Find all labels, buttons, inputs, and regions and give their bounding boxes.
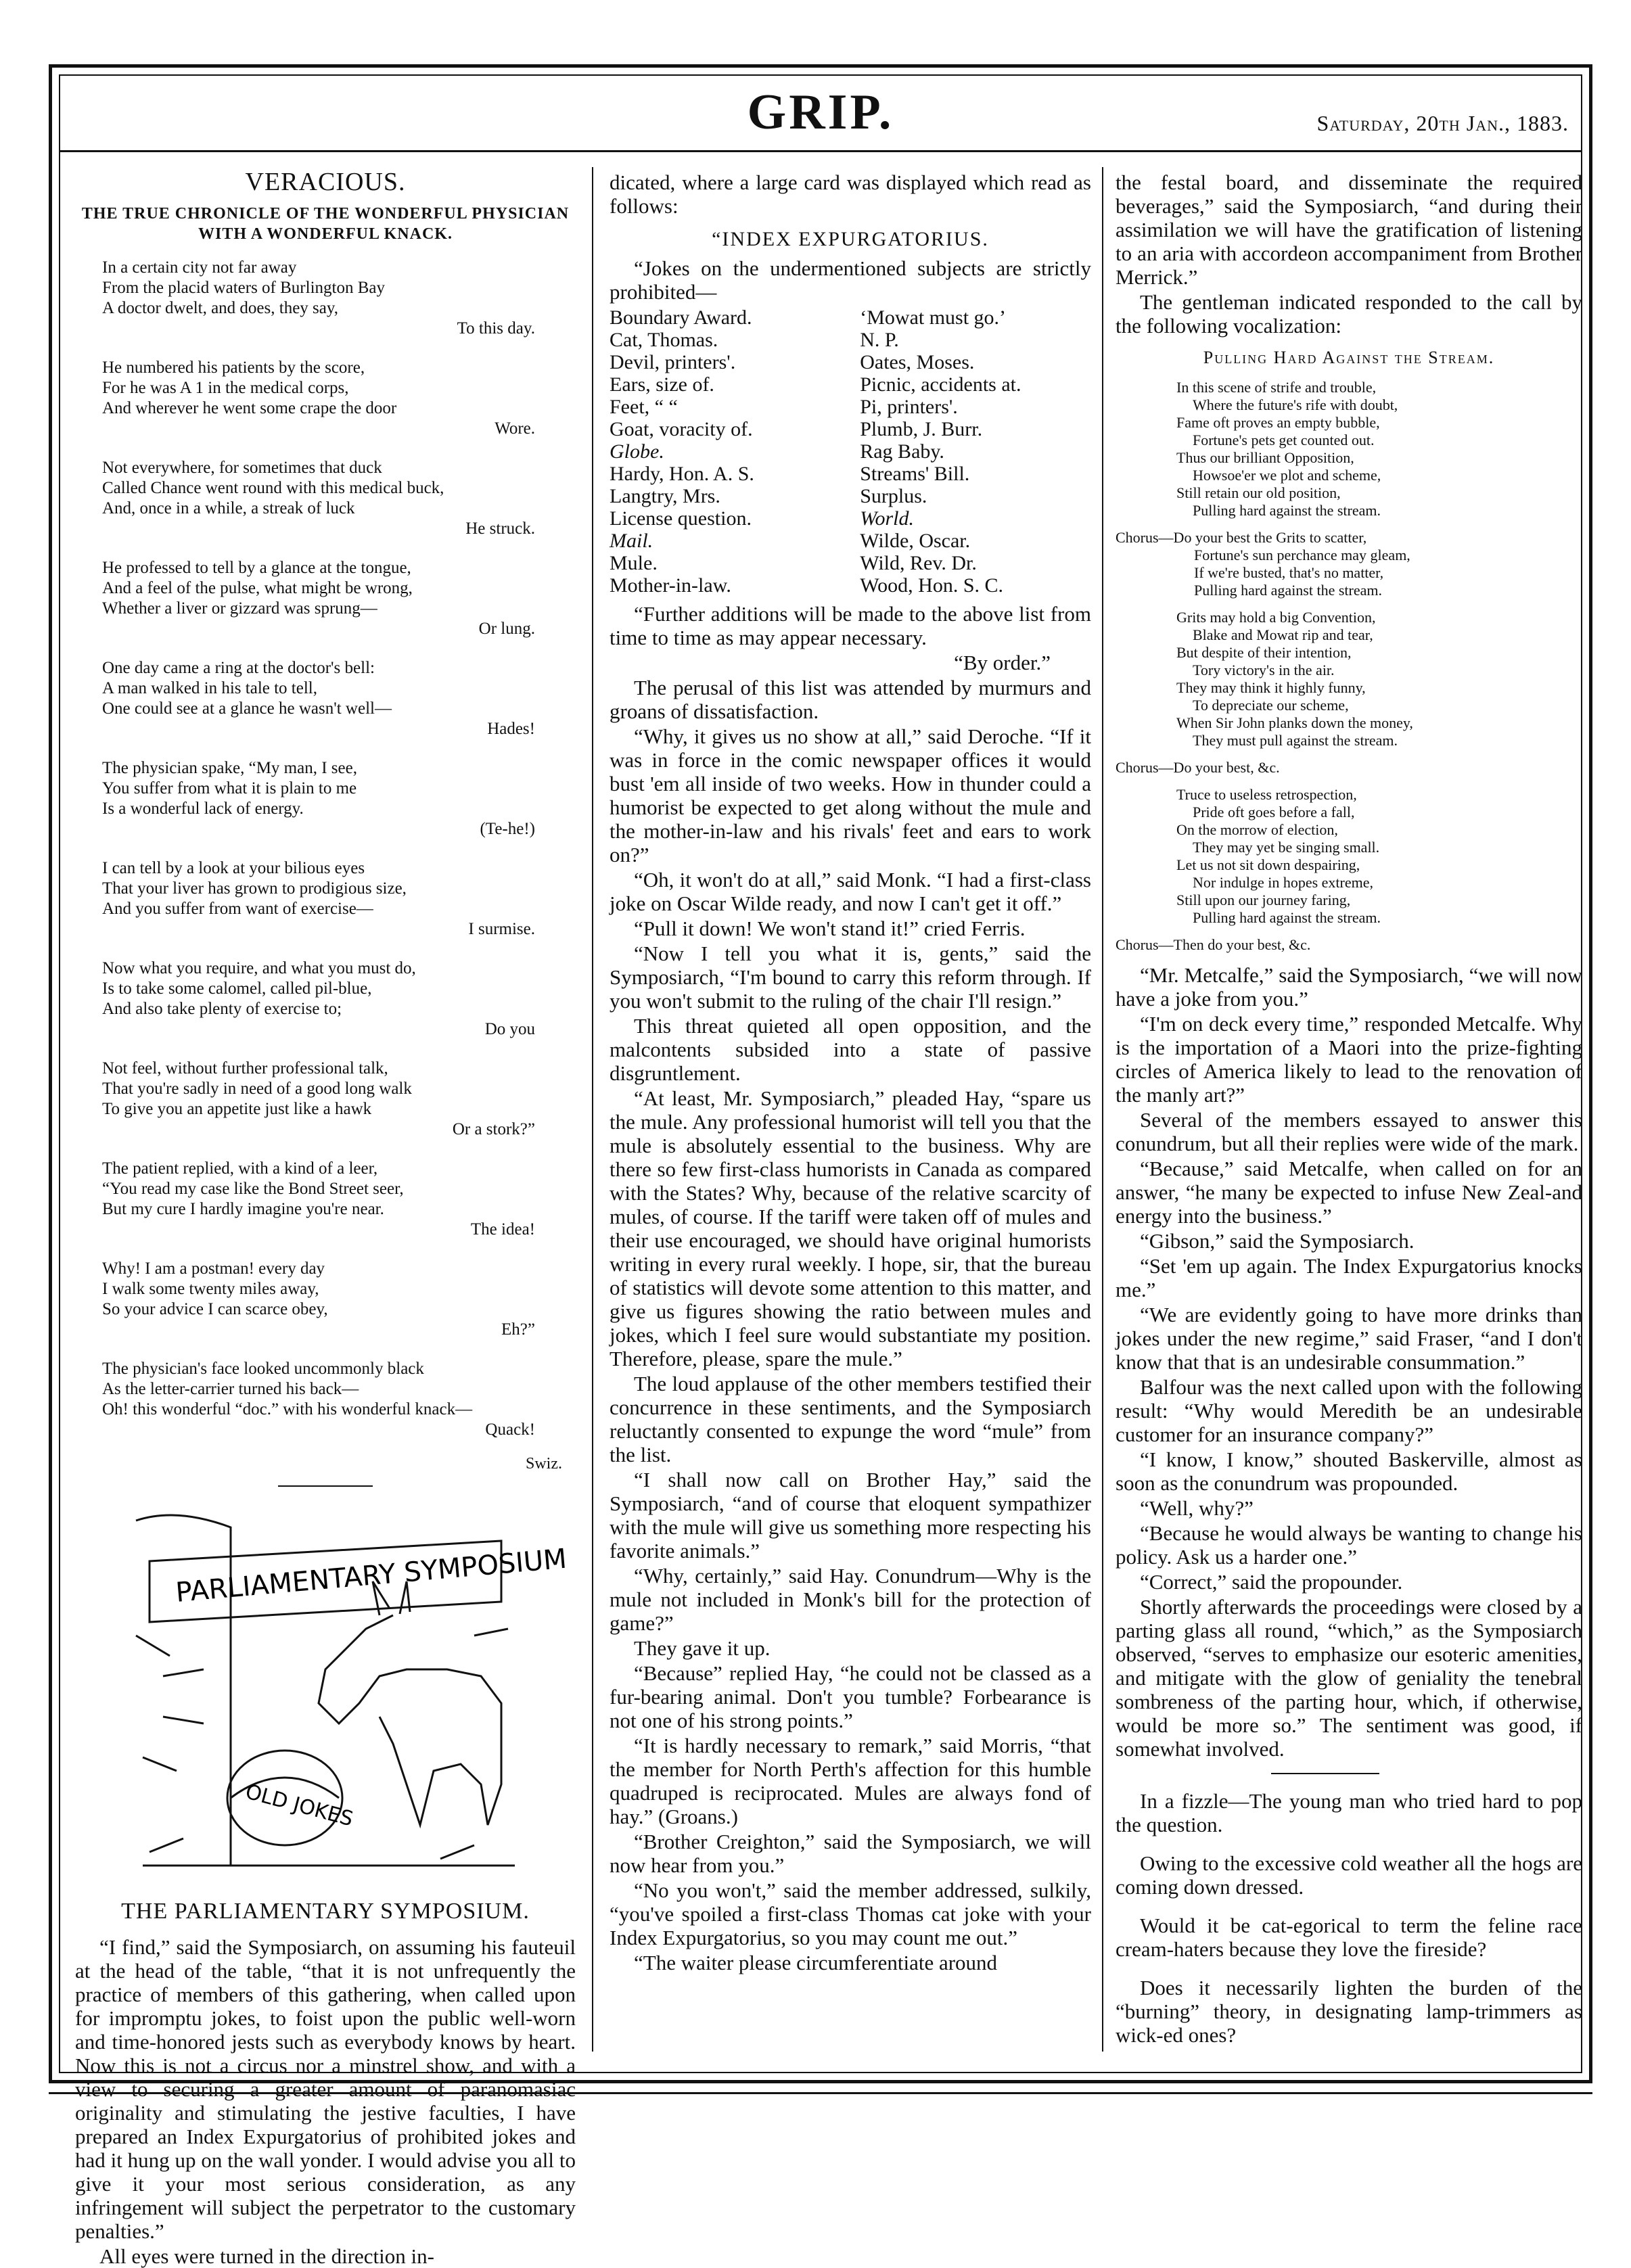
column-2-paragraph: The loud applause of the other members testified their concurrence in these sentiments, and the Symposiarch reluctantly consented to expunge the word “mule” from the list. [610, 1372, 1091, 1466]
poem-line: I walk some twenty miles away, [102, 1280, 319, 1298]
song-chorus-1 [1116, 529, 1582, 599]
column-3-paragraphs-a [1116, 170, 1582, 338]
filler-paragraph: Would it be cat-egorical to term the feline race cream-haters because they love the fireside? [1116, 1914, 1582, 1961]
poem-stanza [102, 958, 576, 1040]
section-divider [278, 1485, 373, 1487]
poem-line: Called Chance went round with this medical buck, [102, 479, 444, 497]
column-3-paragraph: “Mr. Metcalfe,” said the Symposiarch, “we will now have a joke from you.” [1116, 963, 1582, 1011]
poem-line: That you're sadly in need of a good long walk [102, 1080, 412, 1098]
column-3 [1116, 170, 1582, 2058]
column-3-paragraphs-b [1116, 963, 1582, 1761]
song-chorus-2 [1116, 759, 1582, 777]
poem-line: I surmise. [468, 920, 535, 938]
poem-line: (Te-he!) [480, 820, 535, 838]
column-3-paragraph: Balfour was the next called upon with the following result: “Why would Meredith be an undesirable customer for an insurance company?” [1116, 1375, 1582, 1446]
index-entry: Surplus. [860, 485, 927, 507]
index-entry: Wilde, Oscar. [860, 530, 971, 552]
column-3-paragraph: “Because,” said Metcalfe, when called on for an answer, “he many be expected to infuse New Zeal-and energy into the business.” [1116, 1157, 1582, 1228]
column-3-paragraph: Shortly afterwards the proceedings were closed by a parting glass all round, “which,” as the Symposiarch observed, “serves to emphasize our esoteric amenities, and mitigate with the glow of geniality the tenebral sombreness of the parting hour, which, if otherwise, would be more so.” The sentiment was good, if somewhat involved. [1116, 1595, 1582, 1761]
column-3-paragraph: Several of the members essayed to answer this conundrum, but all their replies were wide of the mark. [1116, 1108, 1582, 1155]
by-order: “By order.” [954, 651, 1051, 674]
index-entry: World. [860, 507, 914, 530]
column-rule-1 [592, 167, 593, 2052]
poem-line: The patient replied, with a kind of a leer, [102, 1159, 378, 1178]
song-verse-3 [1176, 786, 1582, 927]
column-3-paragraphs-c [1116, 1789, 1582, 2047]
poem-line: Is a wonderful lack of energy. [102, 800, 304, 818]
poem-line: And wherever he went some crape the door [102, 399, 397, 417]
column-2-paragraph: “Why, certainly,” said Hay. Conundrum—Why is the mule not included in Monk's bill for the protection of game?” [610, 1564, 1091, 1635]
index-entry: ‘Mowat must go.’ [860, 306, 1007, 329]
song-line: Nor indulge in hopes extreme, [1193, 874, 1373, 891]
song-line: Where the future's rife with doubt, [1193, 396, 1398, 413]
song-verse-2 [1176, 609, 1582, 749]
index-row [610, 329, 1091, 351]
column-2-paragraph: “Now I tell you what it is, gents,” said the Symposiarch, “I'm bound to carry this reform through. If you won't submit to the ruling of the chair I'll resign.” [610, 942, 1091, 1013]
song-line: Still upon our journey faring, [1176, 892, 1351, 908]
column-3-paragraph: “Set 'em up again. The Index Expurgatorius knocks me.” [1116, 1254, 1582, 1301]
index-row [610, 552, 1091, 574]
poem-line: Oh! this wonderful “doc.” with his wonderful knack— [102, 1400, 473, 1418]
poem-title: VERACIOUS. [245, 168, 406, 196]
page-inner-frame [59, 74, 1582, 2268]
song-line: Pulling hard against the stream. [1193, 909, 1381, 926]
masthead-title: GRIP. [747, 85, 894, 140]
song-line: Still retain our old position, [1176, 484, 1341, 501]
column-3-paragraph: “I know, I know,” shouted Baskerville, almost as soon as the conundrum was propounded. [1116, 1448, 1582, 1495]
poem-stanza [102, 558, 576, 639]
index-entry: Mule. [610, 552, 658, 574]
chorus-line: Fortune's sun perchance may gleam, [1194, 547, 1410, 563]
index-row [610, 396, 1091, 418]
index-entry: Hardy, Hon. A. S. [610, 463, 754, 485]
column-2-paragraph: “It is hardly necessary to remark,” said Morris, “that the member for North Perth's affection for this humble quadruped is reciprocated. Mules are always fond of hay.” (Groans.) [610, 1734, 1091, 1828]
index-entry: Devil, printers'. [610, 351, 736, 373]
chorus-line: If we're busted, that's no matter, [1194, 564, 1384, 581]
song-line: Let us not sit down despairing, [1176, 856, 1360, 873]
index-entry: Pi, printers'. [860, 396, 958, 418]
column-2-paragraph: “Brother Creighton,” said the Symposiarch, we will now hear from you.” [610, 1830, 1091, 1877]
index-row [610, 373, 1091, 396]
symposium-title: THE PARLIAMENTARY SYMPOSIUM. [121, 1899, 530, 1924]
poem-line: And a feel of the pulse, what might be wrong, [102, 579, 413, 597]
poem-line: In a certain city not far away [102, 258, 297, 277]
poem-line: Hades! [487, 720, 535, 738]
index-row [610, 418, 1091, 440]
page-frame [49, 64, 1592, 2268]
poem-line: Quack! [485, 1420, 535, 1439]
column-2-paragraphs [610, 676, 1091, 1974]
poem-subtitle: THE TRUE CHRONICLE OF THE WONDERFUL PHYSICIAN WITH A WONDERFUL KNACK. [81, 205, 570, 243]
index-entry: License question. [610, 507, 752, 530]
index-entry: Picnic, accidents at. [860, 373, 1021, 396]
column-1 [75, 168, 576, 2268]
poem-line: To give you an appetite just like a hawk [102, 1100, 372, 1118]
song-line: Fame oft proves an empty bubble, [1176, 414, 1380, 431]
poem-stanza [102, 658, 576, 739]
index-entry: Globe. [610, 440, 664, 463]
symposium-paragraph: All eyes were turned in the direction in- [99, 2244, 434, 2268]
column-2-paragraph: They gave it up. [634, 1636, 771, 1660]
column-2-paragraph: “At least, Mr. Symposiarch,” pleaded Hay, “spare us the mule. Any professional humorist will tell you that the mule is absolutely essential to the business. Why are there so few first-class humorists in Canada as compared with the States? Why, because of the relative scarcity of mules, of course. If the tariff were taken off of mules and their use encouraged, we should have original humorists writing in every rural weekly. I hope, sir, that the bureau of statistics will devote some attention to this matter, and give us figures showing the ratio between mules and jokes, which I feel sure would substantiate my position. Therefore, please, spare the mule.” [610, 1086, 1091, 1370]
cartoon-jar-text: OLD JOKES [243, 1780, 356, 1832]
song-line: Howsoe'er we plot and scheme, [1193, 467, 1381, 484]
poem-line: And also take plenty of exercise to; [102, 1000, 342, 1018]
song-line: But despite of their intention, [1176, 644, 1352, 661]
song-chorus-3 [1116, 936, 1582, 954]
section-divider [1271, 1773, 1379, 1774]
poem-line: Not everywhere, for sometimes that duck [102, 459, 382, 477]
song-line: On the morrow of election, [1176, 821, 1338, 838]
index-entry: Mail. [610, 530, 653, 552]
poem-line: Whether a liver or gizzard was sprung— [102, 599, 377, 618]
index-entry: Wild, Rev. Dr. [860, 552, 977, 574]
song-line: Grits may hold a big Convention, [1176, 609, 1376, 626]
poem-line: Eh?” [501, 1320, 535, 1339]
index-row [610, 485, 1091, 507]
poem-stanza [102, 258, 576, 339]
song-line: Tory victory's in the air. [1193, 662, 1335, 678]
filler-paragraph: In a fizzle—The young man who tried hard to pop the question. [1116, 1789, 1582, 1836]
poem-line: He professed to tell by a glance at the tongue, [102, 559, 411, 577]
column-2-paragraph: “Further additions will be made to the above list from time to time as may appear necessary. [610, 602, 1091, 649]
column-2-paragraph: “I shall now call on Brother Hay,” said the Symposiarch, “and of course that eloquent sympathizer with the mule will give us something more respecting his favorite animals.” [610, 1468, 1091, 1563]
song-line: They may yet be singing small. [1193, 839, 1380, 856]
poem-line: As the letter-carrier turned his back— [102, 1380, 359, 1398]
song-line: Thus our brilliant Opposition, [1176, 449, 1354, 466]
song-line: They must pull against the stream. [1193, 732, 1398, 749]
poem-line: The idea! [470, 1220, 535, 1239]
masthead-date: Saturday, 20th Jan., 1883. [1316, 111, 1569, 135]
song-line: They may think it highly funny, [1176, 679, 1366, 696]
column-3-paragraph: “We are evidently going to have more drinks than jokes under the new regime,” said Fraser, “and I don't know that that is an undesirable consummation.” [1116, 1303, 1582, 1374]
poem-line: For he was A 1 in the medical corps, [102, 379, 349, 397]
poem-line: Wore. [495, 419, 535, 438]
poem-line: Not feel, without further professional talk, [102, 1059, 388, 1078]
poem-signature: Swiz. [526, 1455, 562, 1473]
song-line: In this scene of strife and trouble, [1176, 379, 1377, 396]
poem-line: “You read my case like the Bond Street seer, [102, 1180, 404, 1198]
symposium-paragraph: “I find,” said the Symposiarch, on assuming his fauteuil at the head of the table, “that it is not unfrequently the practice of members of this gathering, when called upon for impromptu jokes, to foist upon the public well-worn and time-honored jests such as everybody knows by heart. Now this is not a circus nor a minstrel show, and with a view to securing a greater amount of paranomasiac originality and stimulating the jestive faculties, I have prepared an Index Expurgatorius of prohibited jokes and had it hung up on the wall yonder. I would advise you all to give it your most serious consideration, as any infringement will subject the perpetrator to the customary penalties.” [75, 1935, 576, 2243]
column-2-paragraph: “Because” replied Hay, “he could not be classed as a fur-bearing animal. Don't you tumble? Forbearance is not one of his strong points.” [610, 1661, 1091, 1732]
song-line: Blake and Mowat rip and tear, [1193, 626, 1373, 643]
column-2-paragraph: The perusal of this list was attended by murmurs and groans of dissatisfaction. [610, 676, 1091, 723]
poem-line: And you suffer from want of exercise— [102, 900, 373, 918]
index-entry: Goat, voracity of. [610, 418, 753, 440]
poem-line: From the placid waters of Burlington Bay [102, 279, 385, 297]
index-entry: Wood, Hon. S. C. [860, 574, 1004, 597]
column-2-intro: dicated, where a large card was displayed which read as follows: [610, 170, 1091, 218]
poem-stanzas [75, 258, 576, 1440]
song-line: Pride oft goes before a fall, [1193, 804, 1355, 820]
poem-stanza [102, 758, 576, 839]
column-3-paragraph: The gentleman indicated responded to the call by the following vocalization: [1116, 290, 1582, 338]
poem-line: Why! I am a postman! every day [102, 1259, 325, 1278]
column-2-paragraph: “Oh, it won't do at all,” said Monk. “I had a first-class joke on Oscar Wilde ready, and now I can't get it off.” [610, 868, 1091, 915]
poem-line: The physician's face looked uncommonly black [102, 1360, 424, 1378]
poem-line: Or lung. [478, 620, 535, 638]
index-row [610, 440, 1091, 463]
index-row [610, 351, 1091, 373]
poem-stanza [102, 858, 576, 940]
song-line: Truce to useless retrospection, [1176, 786, 1357, 803]
poem-line: To this day. [457, 319, 535, 338]
index-entry: Oates, Moses. [860, 351, 975, 373]
filler-paragraph: Does it necessarily lighten the burden of the “burning” theory, in designating lamp-trimmers as wick-ed ones? [1116, 1976, 1582, 2047]
song-line: Pulling hard against the stream. [1193, 502, 1381, 519]
index-entry: Feet, “ “ [610, 396, 678, 418]
bottom-rule [49, 2092, 1592, 2094]
song-line: Fortune's pets get counted out. [1193, 432, 1375, 448]
poem-line: One could see at a glance he wasn't well— [102, 699, 392, 718]
poem-line: Is to take some calomel, called pil-blue, [102, 979, 372, 998]
index-row [610, 306, 1091, 329]
poem-stanza [102, 1059, 576, 1140]
poem-line: And, once in a while, a streak of luck [102, 499, 355, 517]
column-2-paragraph: “The waiter please circumferentiate around [634, 1951, 998, 1974]
poem-line: One day came a ring at the doctor's bell: [102, 659, 375, 677]
index-entry: Ears, size of. [610, 373, 714, 396]
poem-stanza [102, 358, 576, 439]
poem-line: Or a stork?” [452, 1120, 535, 1138]
cartoon-sign-text: PARLIAMENTARY SYMPOSIUM [174, 1543, 568, 1609]
song-verse-1 [1176, 379, 1582, 519]
poem-line: He struck. [465, 519, 535, 538]
poem-stanza [102, 1259, 576, 1340]
index-row [610, 574, 1091, 597]
index-table [610, 306, 1091, 597]
poem-line: Now what you require, and what you must do, [102, 959, 416, 977]
index-entry: Boundary Award. [610, 306, 752, 329]
column-3-paragraph: the festal board, and disseminate the required beverages,” said the Symposiarch, “and during their assimilation we will have the gratification of listening to an aria with accordeon accompaniment from Brother Merrick.” [1116, 170, 1582, 289]
poem-stanza [102, 1159, 576, 1240]
song-line: To depreciate our scheme, [1193, 697, 1349, 714]
filler-paragraph: Owing to the excessive cold weather all the hogs are coming down dressed. [1116, 1851, 1582, 1899]
index-row [610, 507, 1091, 530]
poem-line: He numbered his patients by the score, [102, 358, 365, 377]
chorus-line: Pulling hard against the stream. [1194, 582, 1382, 599]
poem-line: Do you [484, 1020, 535, 1038]
column-3-paragraph: “Gibson,” said the Symposiarch. [1140, 1229, 1415, 1253]
index-intro: “Jokes on the undermentioned subjects are strictly prohibited— [610, 256, 1091, 304]
column-3-paragraph: “Because he would always be wanting to change his policy. Ask us a harder one.” [1116, 1521, 1582, 1569]
chorus-line: Chorus—Do your best the Grits to scatter, [1116, 529, 1367, 546]
poem-stanza [102, 458, 576, 539]
column-2-paragraph: “Why, it gives us no show at all,” said Deroche. “If it was in force in the comic newspaper offices it would bust 'em all inside of two weeks. How in thunder could a humorist be expected to get along without the mule and the mother-in-law and his rivals' feet and ears to work on?” [610, 724, 1091, 866]
song-line: When Sir John planks down the money, [1176, 714, 1413, 731]
poem-line: So your advice I can scarce obey, [102, 1300, 328, 1318]
masthead [60, 76, 1581, 152]
column-3-paragraph: “Well, why?” [1140, 1496, 1254, 1520]
column-2 [610, 170, 1091, 2058]
poem-line: That your liver has grown to prodigious size, [102, 879, 407, 898]
index-entry: Cat, Thomas. [610, 329, 718, 351]
index-row [610, 463, 1091, 485]
index-row [610, 530, 1091, 552]
song-title: Pulling Hard Against the Stream. [1203, 348, 1495, 367]
poem-line: A man walked in his tale to tell, [102, 679, 317, 697]
poem-line: The physician spake, “My man, I see, [102, 759, 357, 777]
column-3-paragraph: “I'm on deck every time,” responded Metcalfe. Why is the importation of a Maori into the prize-fighting circles of America likely to lead to the renovation of the manly art?” [1116, 1012, 1582, 1107]
index-entry: Rag Baby. [860, 440, 944, 463]
column-rule-2 [1102, 167, 1103, 2052]
column-3-paragraph: “Correct,” said the propounder. [1140, 1570, 1403, 1594]
index-entry: N. P. [860, 329, 899, 351]
index-entry: Mother-in-law. [610, 574, 731, 597]
index-entry: Plumb, J. Burr. [860, 418, 983, 440]
column-2-paragraph: “Pull it down! We won't stand it!” cried Ferris. [634, 917, 1026, 940]
mule-cartoon [122, 1500, 568, 1879]
column-2-paragraph: This threat quieted all open opposition, and the malcontents subsided into a state of passive disgruntlement. [610, 1014, 1091, 1085]
poem-stanza [102, 1359, 576, 1440]
index-entry: Langtry, Mrs. [610, 485, 720, 507]
poem-line: You suffer from what it is plain to me [102, 779, 357, 797]
poem-line: A doctor dwelt, and does, they say, [102, 299, 338, 317]
poem-line: I can tell by a look at your bilious eyes [102, 859, 365, 877]
chorus-line: Chorus—Then do your best, &c. [1116, 936, 1311, 953]
index-title: “INDEX EXPURGATORIUS. [712, 228, 989, 250]
chorus-line: Chorus—Do your best, &c. [1116, 759, 1280, 776]
column-2-paragraph: “No you won't,” said the member addressed, sulkily, “you've spoiled a first-class Thomas cat joke with your Index Expurgatorius, so you may count me out.” [610, 1878, 1091, 1949]
index-entry: Streams' Bill. [860, 463, 970, 485]
poem-line: But my cure I hardly imagine you're near. [102, 1200, 384, 1218]
